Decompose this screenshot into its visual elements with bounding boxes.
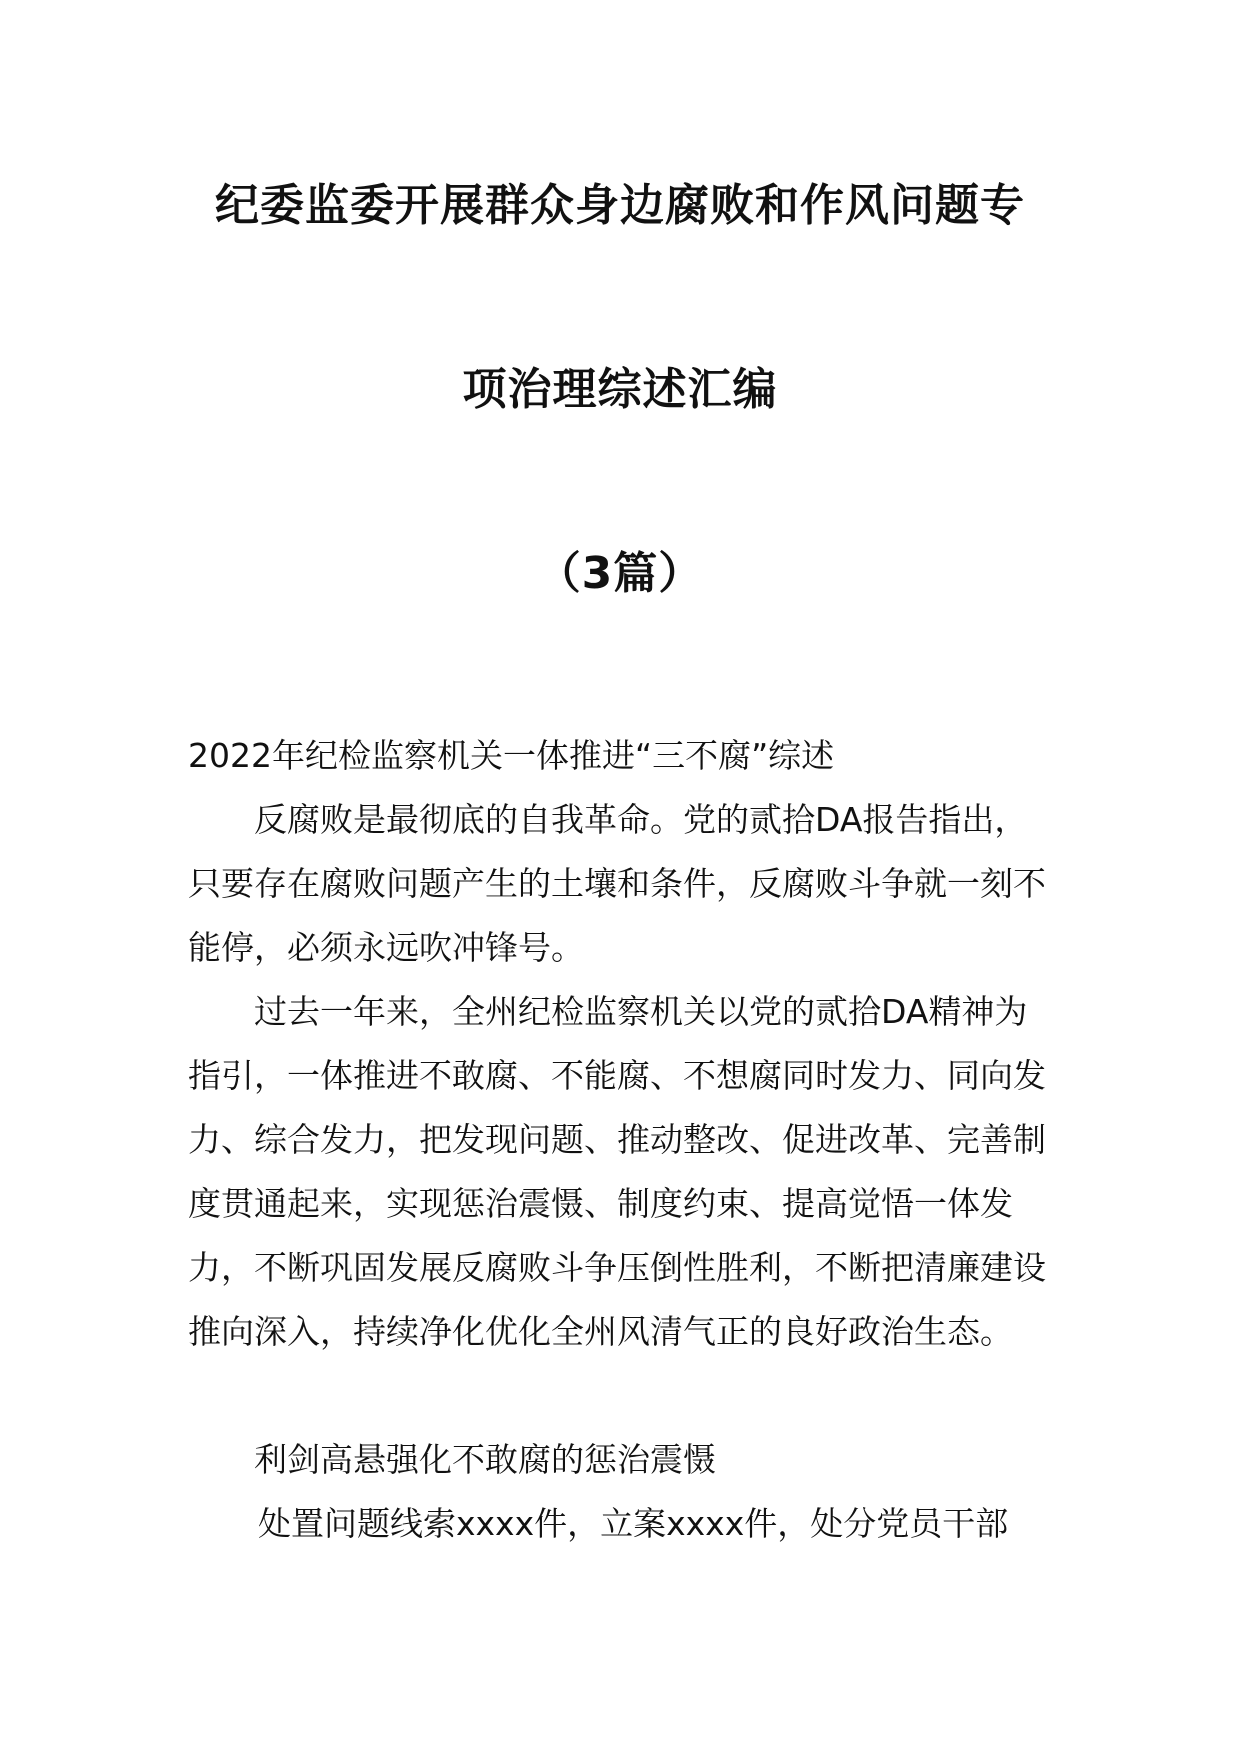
- paragraph-intro: 反腐败是最彻底的自我革命。党的贰拾DA报告指出，只要存在腐败问题产生的土壤和条件，反腐败斗争就一刻不能停，必须永远吹冲锋号。: [188, 800, 1046, 967]
- paragraph-stats: 处置问题线索xxxx件，立案xxxx件，处分党员干部: [258, 1504, 1009, 1543]
- document-title-line-2: 项治理综述汇编: [462, 364, 778, 415]
- section-heading: 2022年纪检监察机关一体推进“三不腐”综述: [188, 736, 835, 775]
- paragraph-summary: 过去一年来，全州纪检监察机关以党的贰拾DA精神为指引，一体推进不敢腐、不能腐、不想腐同时发力、同向发力、综合发力，把发现问题、推动整改、促进改革、完善制度贯通起来，实现惩治震慑、制度约束、提高觉悟一体发力，不断巩固发展反腐败斗争压倒性胜利，不断把清廉建设推向深入，持续净化优化全州风清气正的良好政治生态。: [188, 992, 1046, 1351]
- document-title-line-1: 纪委监委开展群众身边腐败和作风问题专: [215, 180, 1025, 231]
- sub-heading: 利剑高悬强化不敢腐的惩治震慑: [254, 1440, 716, 1479]
- document-title-count: （3篇）: [536, 548, 704, 599]
